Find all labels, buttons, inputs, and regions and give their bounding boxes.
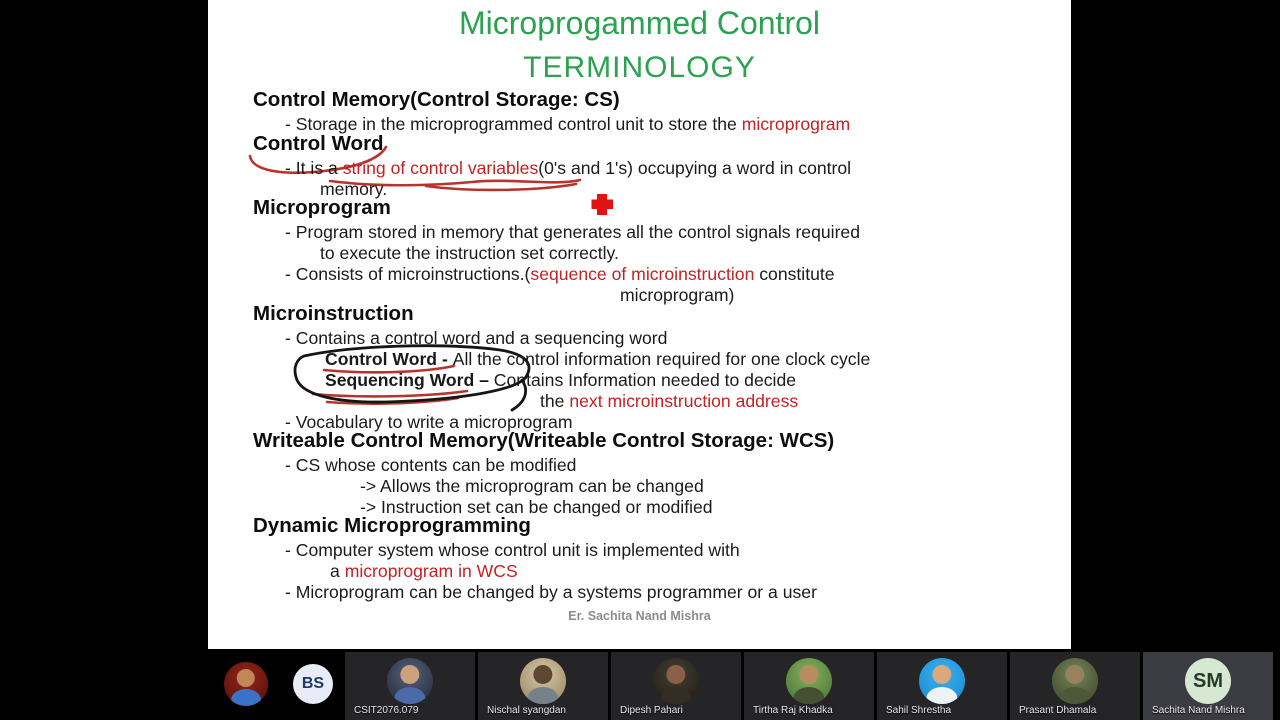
participant-tile[interactable] <box>478 652 608 720</box>
participant-thumbnail[interactable]: BS <box>293 664 333 704</box>
photo-avatar <box>786 658 832 704</box>
slide-text: - Contains a control word and a sequencing word <box>285 328 668 348</box>
slide-text: - Computer system whose control unit is implemented with <box>285 540 740 560</box>
avatar-body <box>527 687 558 704</box>
slide-text: (0's and 1's) occupying a word in control <box>538 158 852 178</box>
slide-text: memory. <box>320 179 388 199</box>
avatar-body <box>394 687 425 704</box>
slide-text-line <box>285 455 576 475</box>
slide-title: Microprogammed Control <box>458 5 820 41</box>
slide-text-line <box>330 561 518 581</box>
slide-text: the <box>540 391 570 411</box>
slide-text-line <box>285 158 851 178</box>
slide-text: -> Instruction set can be changed or modified <box>360 497 713 517</box>
participant-name: Sahil Shrestha <box>886 705 952 716</box>
slide-text-line <box>285 540 740 560</box>
slide-text: constitute <box>754 264 835 284</box>
slide-text-line <box>285 114 850 134</box>
avatar-head <box>799 665 818 684</box>
participant-name: Nischal syangdan <box>487 705 566 716</box>
slide-text: Microinstruction <box>253 302 414 325</box>
initials-avatar: SM <box>1185 658 1231 704</box>
slide-text-red: microprogram <box>741 114 851 134</box>
slide-text: Dynamic Microprogramming <box>253 514 531 537</box>
slide-text-line <box>325 370 796 390</box>
slide-text-red: string of control variables <box>342 158 539 178</box>
avatar-head <box>666 665 685 684</box>
slide-text: Writeable Control Memory(Writeable Control Storage: WCS) <box>253 429 835 452</box>
participant-name: Sachita Nand Mishra <box>1152 705 1245 716</box>
slide-text-line <box>253 198 391 218</box>
photo-avatar <box>919 658 965 704</box>
participant-tile[interactable] <box>1010 652 1140 720</box>
avatar-body <box>231 689 261 706</box>
participant-tile[interactable] <box>345 652 475 720</box>
slide-text: Sequencing Word – <box>325 370 494 390</box>
slide-text-line <box>253 431 834 451</box>
participant-thumbnail[interactable] <box>224 662 268 706</box>
slide-text-line <box>253 90 620 110</box>
slide-text-line <box>253 304 414 324</box>
avatar-body <box>793 687 824 704</box>
slide-text: Contains Information needed to decide <box>493 370 797 390</box>
avatar-head <box>932 665 951 684</box>
photo-avatar <box>653 658 699 704</box>
slide-text-line <box>285 222 860 242</box>
slide-text: Control Word - <box>325 349 453 369</box>
participant-tile[interactable] <box>744 652 874 720</box>
slide-text-line <box>620 285 734 305</box>
slide-text-line <box>360 476 704 496</box>
slide-text: to execute the instruction set correctly. <box>320 243 619 263</box>
photo-avatar <box>1052 658 1098 704</box>
red-underline-sequencing-word-2 <box>327 398 458 404</box>
avatar-body <box>1059 687 1090 704</box>
slide-subtitle: TERMINOLOGY <box>523 51 756 84</box>
red-underline-sequencing-word-1 <box>313 391 467 396</box>
avatar-head <box>237 669 255 687</box>
slide-text-line <box>253 516 531 536</box>
slide-text: - CS whose contents can be modified <box>285 455 577 475</box>
slide-text-red: microprogram in WCS <box>344 561 518 581</box>
slide-text-red: next microinstruction address <box>569 391 799 411</box>
avatar-head <box>533 665 552 684</box>
participant-tile[interactable] <box>1143 652 1273 720</box>
shared-slide <box>208 0 1071 649</box>
avatar-body <box>660 687 691 704</box>
photo-avatar <box>520 658 566 704</box>
slide-text: All the control information required for one clock cycle <box>452 349 871 369</box>
slide-text: - Microprogram can be changed by a systems programmer or a user <box>285 582 817 602</box>
slide-text-line <box>285 328 667 348</box>
red-underline-string-of-control-variables-2 <box>426 184 576 190</box>
slide-text-line <box>285 264 835 284</box>
slide-text: Control Word <box>253 132 384 155</box>
slide-text: - Storage in the microprogrammed control unit to store the <box>285 114 742 134</box>
slide-text-line <box>325 349 870 369</box>
slide-footer: Er. Sachita Nand Mishra <box>568 609 711 623</box>
participant-filmstrip <box>0 650 1280 720</box>
avatar-head <box>400 665 419 684</box>
red-cross-marker-icon <box>592 194 614 215</box>
slide-text: - Consists of microinstructions.( <box>285 264 531 284</box>
slide-text-red: sequence of microinstruction <box>530 264 755 284</box>
participant-tile[interactable] <box>877 652 1007 720</box>
slide-text-line <box>540 391 798 411</box>
slide-text: - Vocabulary to write a microprogram <box>285 412 573 432</box>
slide-text: a <box>330 561 345 581</box>
slide-text: - It is a <box>285 158 343 178</box>
slide-text: Control Memory(Control Storage: CS) <box>253 88 620 111</box>
avatar-body <box>926 687 957 704</box>
slide-text: microprogram) <box>620 285 735 305</box>
participant-name: Prasant Dhamala <box>1019 705 1097 716</box>
slide-text-line <box>285 582 817 602</box>
photo-avatar <box>387 658 433 704</box>
avatar-head <box>1065 665 1084 684</box>
participant-tile[interactable] <box>611 652 741 720</box>
participant-name: CSIT2076.079 <box>354 705 419 716</box>
slide-text: - Program stored in memory that generates all the control signals required <box>285 222 861 242</box>
participant-name: Tirtha Raj Khadka <box>753 705 833 716</box>
slide-text-line <box>320 243 619 263</box>
slide-text-line <box>253 134 384 154</box>
slide-text: Microprogram <box>253 196 391 219</box>
slide-text: -> Allows the microprogram can be changed <box>360 476 704 496</box>
participant-name: Dipesh Pahari <box>620 705 683 716</box>
